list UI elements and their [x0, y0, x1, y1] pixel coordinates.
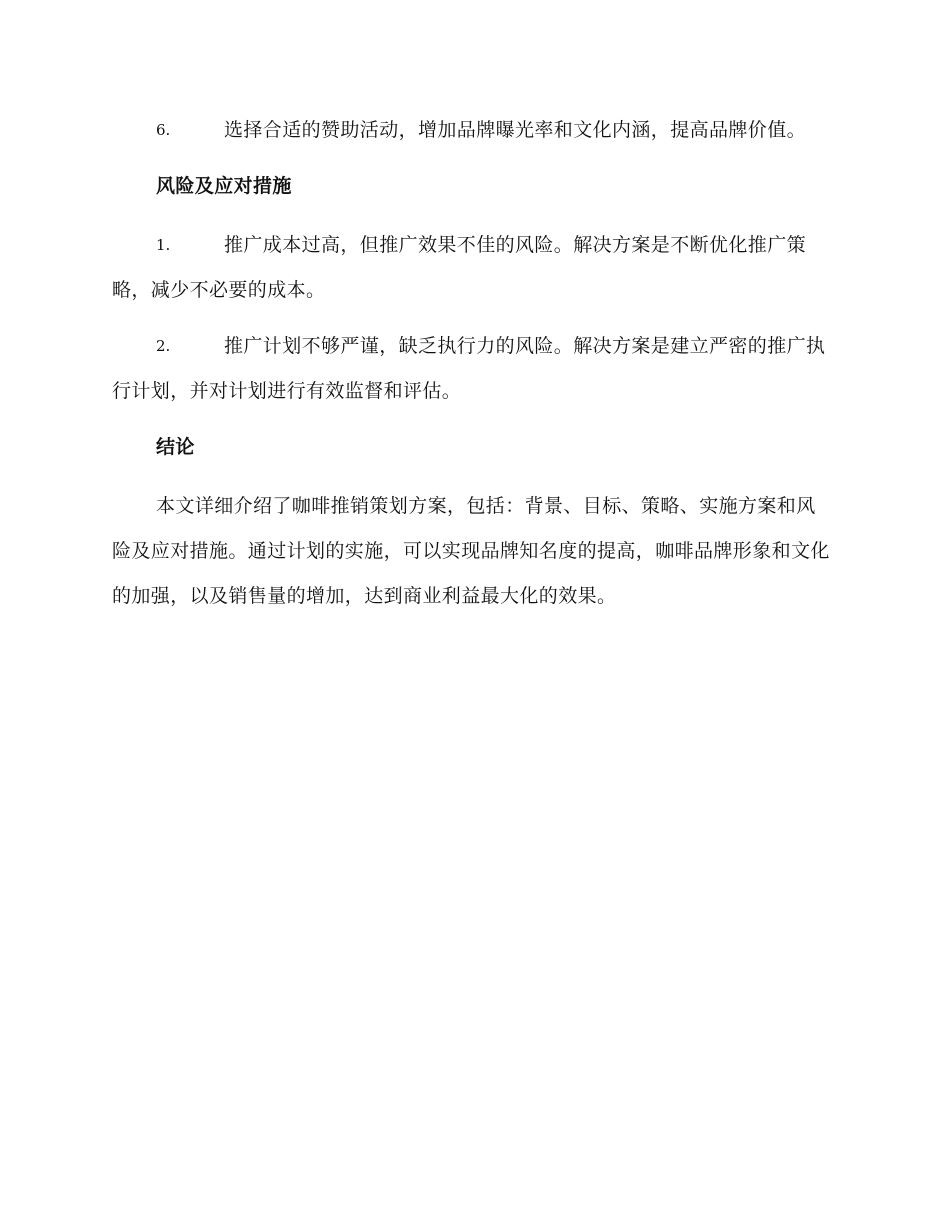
section-heading-conclusion: 结论 [156, 436, 195, 458]
document-page [112, 108, 832, 619]
section-heading-risks: 风险及应对措施 [156, 175, 292, 197]
list-item [112, 223, 832, 313]
list-item-text: 推广成本过高，但推广效果不佳的风险。解决方案是不断优化推广策略，减少不必要的成本。 [112, 234, 807, 301]
list-item [112, 108, 832, 153]
list-item-text: 选择合适的赞助活动，增加品牌曝光率和文化内涵，提高品牌价值。 [224, 119, 807, 141]
list-item [112, 324, 832, 414]
list-number: 1. [156, 236, 171, 254]
list-number: 2. [156, 337, 171, 355]
list-item-text: 推广计划不够严谨，缺乏执行力的风险。解决方案是建立严密的推广执行计划，并对计划进行有效监督和评估。 [112, 335, 826, 402]
conclusion-paragraph: 本文详细介绍了咖啡推销策划方案，包括：背景、目标、策略、实施方案和风险及应对措施。通过计划的实施，可以实现品牌知名度的提高，咖啡品牌形象和文化的加强，以及销售量的增加，达到商业利益最大化的效果。 [112, 495, 830, 607]
list-number: 6. [156, 121, 171, 139]
